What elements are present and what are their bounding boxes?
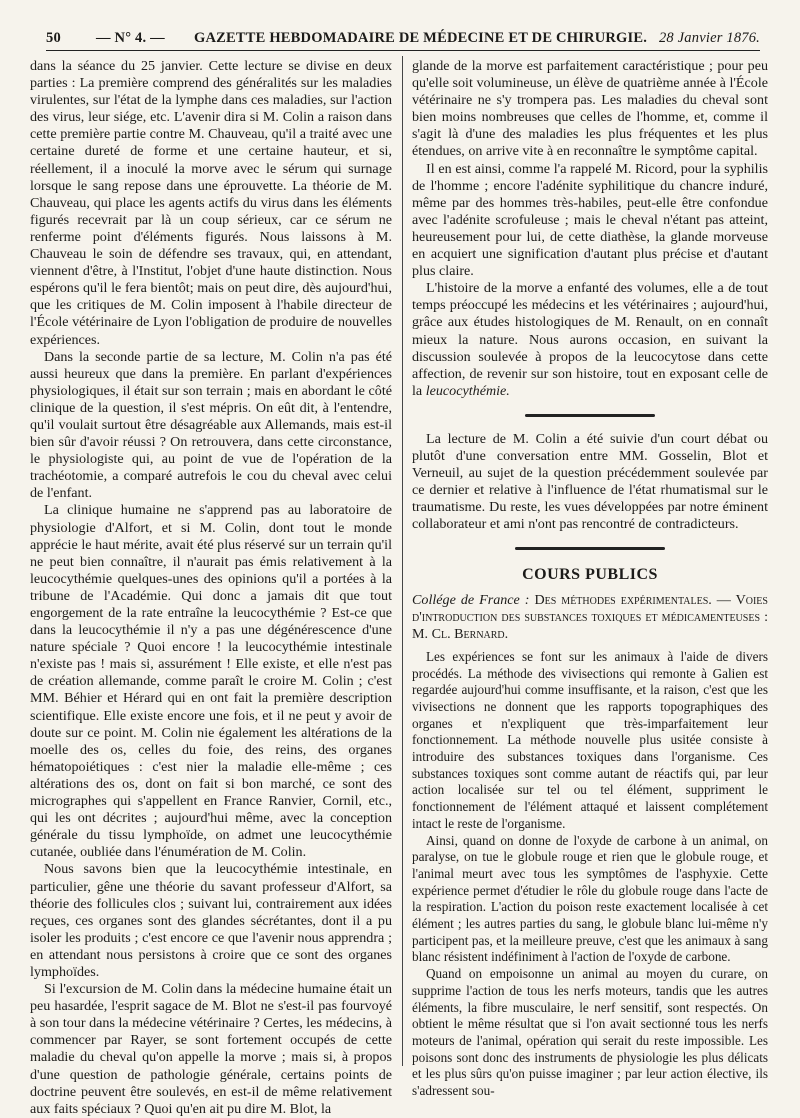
course-subject: Des méthodes expérimentales. — Voies d'introduction des substances toxiques et médicamenteuses : M. Cl. Bernard. (412, 591, 768, 642)
column-divider (402, 56, 403, 1066)
paragraph: Si l'excursion de M. Colin dans la médecine humaine était un peu hasardée, l'esprit sagace de M. Blot ne s'est-il pas fourvoyé à son tour dans la médecine vétérinaire ? Certes, les médecins, à commencer par Rayer, se sont fortement occupés de cette maladie du cheval qu'on appelle la morve ; mais si, à propos d'une question de pathologie générale, certains points de doctrine peuvent être soulevés, en est-il de même relativement aux faits spéciaux ? Quoi qu'en ait pu dire M. Blot, la (30, 981, 392, 1117)
paragraph: La lecture de M. Colin a été suivie d'un court débat ou plutôt d'une conversation entre MM. Gosselin, Blot et Verneuil, au sujet de la question précédemment soulevée par ce dernier et relative à l'influence de l'état rhumatismal sur le traumatisme. Du reste, les vues développées par notre éminent collaborateur et ami n'ont pas rencontré de contradicteurs. (412, 430, 768, 533)
separator-rule (525, 414, 655, 417)
paragraph: Les expériences se font sur les animaux à l'aide de divers procédés. La méthode des vivisections qui remonte à Galien est regardée aujourd'hui comme insuffisante, et la raison, c'est que les vivisections ne donnent que les rapports topographiques des organes et n'expliquent que très-imparfaitement leur fonctionnement. La méthode nouvelle plus usitée consiste à introduire des substances toxiques dans l'organisme. Ces substances toxiques sont comme autant de réactifs qui, par leur action localisée sur tel ou tel élément, suppriment le fonctionnement de l'élément attaqué et laissent complétement intact le reste de l'organisme. (412, 648, 768, 831)
page-number: 50 (46, 30, 61, 46)
paragraph: Il en est ainsi, comme l'a rappelé M. Ricord, pour la syphilis de l'homme ; encore l'adénite syphilitique du chancre induré, même par des hommes très-habiles, peut-elle être confondue avec l'adénite scrofuleuse ; mais le cheval n'étant pas atteint, heureusement pour lui, de cette diathèse, la glande morveuse en acquiert une signification d'autant plus précise et d'autant plus claire. (412, 160, 768, 280)
issue-number: — N° 4. — (96, 30, 165, 46)
page-header (46, 26, 760, 50)
paragraph: Quand on empoisonne un animal au moyen du curare, on supprime l'action de tous les nerfs moteurs, tandis que les autres éléments, la fibre musculaire, le nerf sensitif, sont respectés. On obtient le même résultat que si l'on avait sectionné tous les nerfs moteurs de l'animal, opération qui serait du reste impossible. Les poisons sont donc des instruments de physiologie les plus délicats et les plus sûrs qu'on puisse imaginer ; par leur action élective, ils s'adressent sou- (412, 966, 768, 1099)
separator-rule (515, 547, 665, 550)
paragraph: Dans la seconde partie de sa lecture, M. Colin n'a pas été aussi heureux que dans la première. En parlant d'expériences physiologiques, il était sur son terrain ; mais en abordant le côté clinique de la question, il s'est mépris. On eût dit, à l'entendre, qu'il voulait surtout être désagréable aux Allemands, mais est-il bien sûr d'avoir réussi ? On retrouvera, dans cette circonstance, le physiologiste qui, au point de vue de l'opération de la trachéotomie, a comparé autrefois le cou du cheval avec celui de l'enfant. (30, 348, 392, 502)
course-body (412, 649, 768, 1100)
section-title: COURS PUBLICS (522, 566, 658, 584)
paragraph: Nous savons bien que la leucocythémie intestinale, en particulier, gêne une théorie du savant professeur d'Alfort, sa théorie des follicules clos ; suivant lui, contrairement aux idées reçues, ces organes sont des glandes sécrétantes, dont il a pu isoler les produits ; c'est encore ce que l'avenir nous apprendra ; en attendant nous persistons à croire que ce sont des organes lymphoïdes. (30, 861, 392, 980)
course-institution: Collége de France : (412, 591, 530, 608)
course-heading (412, 592, 768, 643)
paragraph: glande de la morve est parfaitement caractéristique ; pour peu qu'elle soit volumineuse, un élève de quatrième année à l'École vétérinaire ne s'y trompera pas. Les maladies du cheval sont bien moins nombreuses que celles de l'homme, et, comme il s'agit là d'une des maladies les plus fréquentes et les plus étendues, on arrive vite à en reconnaître le symptôme capital. (412, 58, 768, 160)
paragraph: dans la séance du 25 janvier. Cette lecture se divise en deux parties : La première comprend des généralités sur les maladies virulentes, sur l'état de la lymphe dans ces maladies, sur l'action des virus, leur siége, etc. L'avenir dira si M. Colin a raison dans cette première partie contre M. Chauveau, qu'il a traité avec une certaine dureté de forme et une certaine hauteur, et si, réellement, il a inoculé la morve avec le sérum qui surnage lorsque le sang repose dans une éprouvette. La théorie de M. Chauveau, qui place les agents actifs du virus dans les éléments figurés recevrait par là un coup sérieux, car ce sérum ne renferme point d'éléments figurés. Nous laissons à M. Chauveau le soin de défendre ses travaux, qui, en attendant, viennent d'être, à l'Institut, l'objet d'une haute distinction. Nous espérons qu'il le fera bientôt; mais on peut dire, dès aujourd'hui, que les critiques de M. Colin imposent à l'habile directeur de l'École vétérinaire de Lyon l'obligation de produire de nouvelles expériences. (30, 58, 392, 348)
header-rule (46, 50, 760, 51)
left-column (30, 58, 392, 1118)
paragraph-text: L'histoire de la morve a enfanté des volumes, elle a de tout temps préoccupé les médecins et les vétérinaires ; aujourd'hui, grâce aux études histologiques de M. Renault, on en connaît mieux la nature. Nous aurons occasion, en suivant la discussion soulevée à propos de la leucocytose dans cette affection, de revenir sur son histoire, tout en exposant celle de la (412, 280, 768, 399)
paragraph (412, 280, 768, 400)
journal-title: GAZETTE HEBDOMADAIRE DE MÉDECINE ET DE CHIRURGIE. (194, 30, 648, 46)
paragraph: La clinique humaine ne s'apprend pas au laboratoire de physiologie d'Alfort, et si M. Colin, dont tout le monde apprécie le haut mérite, avait été plus réservé sur un terrain qu'il ne peut bien connaître, il n'aurait pas émis relativement à la leucocythémie quelques-unes des opinions qu'il a portées à la tribune de l'Académie. Qui donc a jamais dit que tout engorgement de la rate entraîne la leucocythémie ? Est-ce que dans la leucocythémie il n'y a pas une dégénérescence d'une nature spéciale ? Quoi encore ! la leucocythémie intestinale n'existe pas ! mais si, assurément ! Elle existe, et elle n'est pas de création allemande, comme paraît le croire M. Colin ; c'est MM. Béhier et Hérard qui en ont fait la première description scientifique. Elle existe encore une fois, et il ne peut y avoir de doute sur ce point. M. Colin nie également les altérations de la moelle des os, celles du foie, des reins, des organes hématopoiétiques : c'est nier la maladie elle-même ; ces altérations des os, dont on fait si bon marché, ce sont des micrographes qui s'appellent en France Ranvier, Cornil, etc., qui les ont décrites ; aujourd'hui même, avec la conception générale du tissu lymphoïde, on admet une leucocythémie cutanée, oubliée dans l'énumération de M. Colin. (30, 502, 392, 861)
issue-date: 28 Janvier 1876. (658, 30, 760, 46)
italic-term: leucocythémie. (425, 382, 510, 399)
paragraph: Ainsi, quand on donne de l'oxyde de carbone à un animal, on paralyse, on tue le globule rouge et rien que le globule rouge, et l'animal meurt avec tous les symptômes de l'asphyxie. Cette expérience permet d'étudier le rôle du globule rouge dans l'acte de la respiration. L'action du poison reste exactement localisée à cet élément ; les autres parties du sang, le globule blanc lui-même n'y participent pas, et la meilleure preuve, c'est que les animaux à sang blanc résistent indéfiniment à l'action de l'oxyde de carbone. (412, 832, 768, 965)
right-column (412, 58, 768, 1100)
